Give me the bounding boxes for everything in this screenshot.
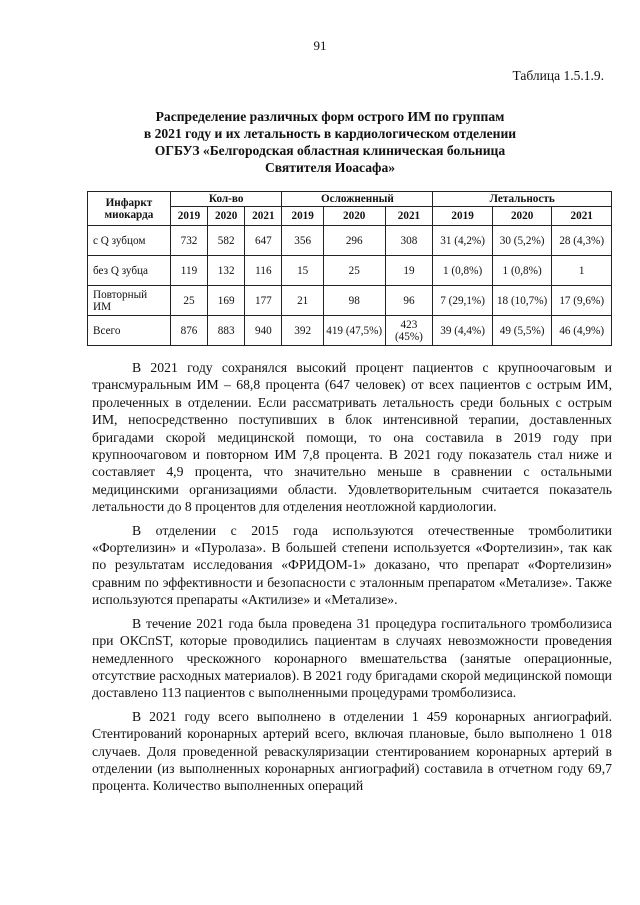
title-line: Святителя Иоасафа» [264, 160, 396, 175]
table-cell: 7 (29,1%) [433, 286, 493, 316]
year-header: 2021 [385, 207, 433, 226]
table-title [60, 108, 600, 176]
paragraph: В 2021 году всего выполнено в отделении 1 459 коронарных ангиографий. Стентирований коронарных артерий всего, включая плановые, было выполнено 1 018 случаев. Доля проведенной реваскуляризации стентированием коронарных артерий в отделении (из выполненных коронарных ангиографий) составила в отчетном году 69,7 процента. Количество выполненных операций [92, 708, 612, 794]
table-label: Таблица 1.5.1.9. [512, 68, 604, 83]
table-cell: 308 [385, 226, 433, 256]
table-cell: 940 [245, 316, 282, 346]
group-header-complicated: Осложненный [282, 192, 433, 207]
table-cell: 392 [282, 316, 323, 346]
table-cell: 177 [245, 286, 282, 316]
year-header: 2019 [433, 207, 493, 226]
table-cell: 876 [170, 316, 207, 346]
table-row [88, 226, 612, 256]
year-header: 2020 [323, 207, 385, 226]
title-line: в 2021 году и их летальность в кардиологическом отделении [143, 126, 517, 141]
table-cell: 132 [208, 256, 245, 286]
table-cell: 21 [282, 286, 323, 316]
row-label: Повторный ИМ [88, 286, 171, 316]
table-cell: 25 [323, 256, 385, 286]
table-cell: 17 (9,6%) [552, 286, 612, 316]
table-cell: 1 (0,8%) [433, 256, 493, 286]
table-cell: 25 [170, 286, 207, 316]
year-header: 2020 [492, 207, 552, 226]
group-header-mortality: Летальность [433, 192, 612, 207]
year-header: 2019 [282, 207, 323, 226]
table-cell: 31 (4,2%) [433, 226, 493, 256]
table-cell: 169 [208, 286, 245, 316]
table-cell: 19 [385, 256, 433, 286]
table-cell: 1 [552, 256, 612, 286]
paragraph: В 2021 году сохранялся высокий процент пациентов с крупноочаговым и трансмуральным ИМ – 68,8 процента (647 человек) от всех пациентов с острым ИМ, пролеченных в отделении. Если рассматривать летальность среди больных с острым ИМ, непосредственно поступивших в блок интенсивной терапии, доставленных бригадами скорой медицинской помощи, то она составила в 2019 году при крупноочаговом и повторном ИМ 7,8 процента. В 2021 году показатель стал ниже и составляет 4,9 процента, что значительно меньше в сравнении с остальными медицинскими организациями области. Удовлетворительным считается показатель летальности до 8 процентов для отделения неотложной кардиологии. [92, 360, 612, 515]
title-line: Распределение различных форм острого ИМ по группам [155, 109, 505, 124]
table-cell: 1 (0,8%) [492, 256, 552, 286]
row-header: Инфаркт миокарда [88, 192, 171, 226]
table-cell: 582 [208, 226, 245, 256]
year-header: 2019 [170, 207, 207, 226]
table-row [88, 316, 612, 346]
table-cell: 883 [208, 316, 245, 346]
table-cell: 419 (47,5%) [323, 316, 385, 346]
paragraph: В течение 2021 года была проведена 31 процедура госпитального тромболизиса при ОКСпST, которые проводились пациентам в случаях невозможности проведения немедленного чрескожного коронарного вмешательства (занятые операционные, отсутствие расходных материалов). В 2021 году бригадами скорой медицинской помощи доставлено 113 пациентов с выполненными процедурами тромболизиса. [92, 615, 612, 701]
table-cell: 18 (10,7%) [492, 286, 552, 316]
year-header: 2020 [208, 207, 245, 226]
title-line: ОГБУЗ «Белгородская областная клиническая больница [154, 143, 506, 158]
table-cell: 30 (5,2%) [492, 226, 552, 256]
year-header: 2021 [552, 207, 612, 226]
paragraph: В отделении с 2015 года используются отечественные тромболитики «Фортелизин» и «Пуролаза». В большей степени используется «Фортелизин», так как по результатам исследования «ФРИДОМ-1» доказано, что препарат «Фортелизин» сравним по эффективности и безопасности с эталонным препаратом «Метализе». Также используются препараты «Актилизе» и «Метализе». [92, 522, 612, 608]
table-cell: 15 [282, 256, 323, 286]
table-cell: 98 [323, 286, 385, 316]
table-cell: 39 (4,4%) [433, 316, 493, 346]
row-label: Всего [88, 316, 171, 346]
table-cell: 119 [170, 256, 207, 286]
mi-distribution-table [87, 191, 612, 346]
table-cell: 423 (45%) [385, 316, 433, 346]
group-header-count: Кол-во [170, 192, 282, 207]
table-cell: 96 [385, 286, 433, 316]
row-label: без Q зубца [88, 256, 171, 286]
table-cell: 647 [245, 226, 282, 256]
page-number: 91 [313, 38, 327, 53]
table-cell: 356 [282, 226, 323, 256]
table-row [88, 256, 612, 286]
table-cell: 116 [245, 256, 282, 286]
row-label: с Q зубцом [88, 226, 171, 256]
year-header: 2021 [245, 207, 282, 226]
table-cell: 46 (4,9%) [552, 316, 612, 346]
table-cell: 28 (4,3%) [552, 226, 612, 256]
table-cell: 296 [323, 226, 385, 256]
table-row [88, 286, 612, 316]
table-cell: 732 [170, 226, 207, 256]
table-cell: 49 (5,5%) [492, 316, 552, 346]
body-text [92, 359, 612, 801]
